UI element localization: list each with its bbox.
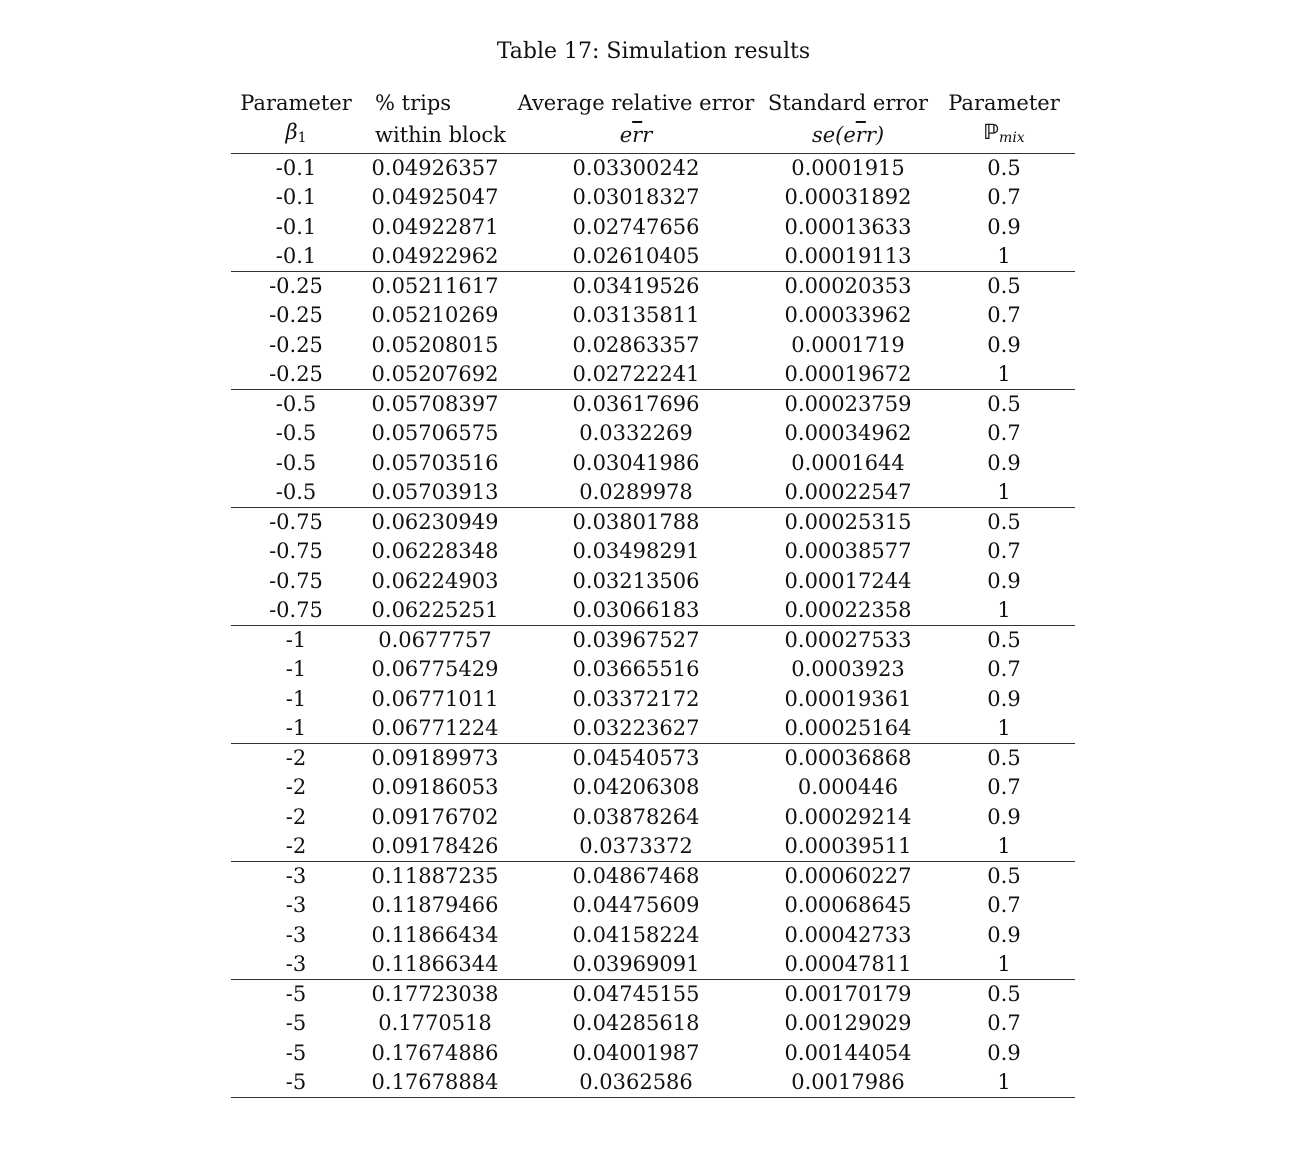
table-row xyxy=(231,360,1075,390)
cell-pmix: 1 xyxy=(933,1068,1075,1098)
se-prefix: se(e xyxy=(811,123,856,147)
cell-pmix: 0.5 xyxy=(987,510,1021,535)
cell-pmix: 0.7 xyxy=(987,421,1021,446)
beta-symbol xyxy=(231,118,361,154)
cell-trips-pct: 0.17678884 xyxy=(361,1068,509,1098)
table-row xyxy=(231,272,1075,302)
cell-beta: -0.75 xyxy=(231,596,361,626)
header-parameter-beta: Parameter xyxy=(240,91,352,115)
cell-trips-pct: 0.05210269 xyxy=(371,303,499,328)
cell-pmix: 0.9 xyxy=(987,922,1021,947)
cell-avg-rel-error: 0.03223627 xyxy=(509,714,763,744)
cell-trips-pct: 0.06228348 xyxy=(371,539,499,564)
cell-beta: -5 xyxy=(285,1011,307,1036)
table-row xyxy=(231,1068,1075,1098)
cell-trips-pct: 0.06225251 xyxy=(361,596,509,626)
cell-std-error: 0.00034962 xyxy=(784,421,912,446)
table-row xyxy=(231,242,1075,272)
cell-beta: -1 xyxy=(285,657,307,682)
cell-pmix: 0.5 xyxy=(987,628,1021,653)
cell-beta: -5 xyxy=(285,1040,307,1065)
cell-beta: -0.5 xyxy=(275,450,317,475)
cell-avg-rel-error: 0.03665516 xyxy=(572,657,700,682)
cell-trips-pct: 0.05703516 xyxy=(371,450,499,475)
se-err-symbol xyxy=(763,118,933,154)
se-r-bar: $\overline{r}$ xyxy=(855,123,866,147)
cell-trips-pct: 0.06771224 xyxy=(361,714,509,744)
cell-avg-rel-error: 0.0362586 xyxy=(509,1068,763,1098)
header-parameter-pmix: Parameter xyxy=(948,91,1060,115)
cell-pmix: 0.9 xyxy=(987,450,1021,475)
cell-beta: -0.5 xyxy=(275,421,317,446)
header-trips: % trips xyxy=(375,91,452,115)
cell-pmix: 0.9 xyxy=(987,214,1021,239)
pmix-subscript: mix xyxy=(999,130,1025,146)
table-row xyxy=(231,537,1075,566)
table-row xyxy=(231,744,1075,774)
cell-avg-rel-error: 0.02747656 xyxy=(572,214,700,239)
cell-avg-rel-error: 0.03018327 xyxy=(572,185,700,210)
table-row xyxy=(231,478,1075,508)
cell-avg-rel-error: 0.03066183 xyxy=(509,596,763,626)
cell-trips-pct: 0.1770518 xyxy=(378,1011,492,1036)
cell-avg-rel-error: 0.03419526 xyxy=(572,274,700,299)
table-row xyxy=(231,567,1075,596)
cell-avg-rel-error: 0.03135811 xyxy=(572,303,700,328)
table-row xyxy=(231,685,1075,714)
cell-pmix: 0.7 xyxy=(987,775,1021,800)
cell-beta: -0.5 xyxy=(231,478,361,508)
table-row xyxy=(231,154,1075,184)
cell-beta: -0.25 xyxy=(269,274,323,299)
cell-beta: -2 xyxy=(285,746,307,771)
cell-pmix: 0.9 xyxy=(987,568,1021,593)
cell-trips-pct: 0.05207692 xyxy=(361,360,509,390)
cell-beta: -0.25 xyxy=(269,332,323,357)
cell-trips-pct: 0.09176702 xyxy=(371,804,499,829)
cell-avg-rel-error: 0.03300242 xyxy=(572,156,700,181)
cell-pmix: 0.5 xyxy=(987,392,1021,417)
cell-pmix: 0.7 xyxy=(987,1011,1021,1036)
cell-beta: -0.25 xyxy=(269,303,323,328)
cell-pmix: 0.7 xyxy=(987,539,1021,564)
cell-beta: -1 xyxy=(285,628,307,653)
cell-pmix: 1 xyxy=(933,832,1075,862)
cell-pmix: 0.7 xyxy=(987,893,1021,918)
cell-beta: -2 xyxy=(231,832,361,862)
cell-pmix: 0.7 xyxy=(987,185,1021,210)
cell-trips-pct: 0.11866344 xyxy=(361,950,509,980)
cell-std-error: 0.00144054 xyxy=(784,1040,912,1065)
table-body xyxy=(231,154,1075,1098)
cell-avg-rel-error: 0.0373372 xyxy=(509,832,763,862)
cell-trips-pct: 0.05706575 xyxy=(371,421,499,446)
cell-beta: -1 xyxy=(231,714,361,744)
cell-trips-pct: 0.0677757 xyxy=(378,628,492,653)
table-row xyxy=(231,714,1075,744)
cell-std-error: 0.00027533 xyxy=(784,628,912,653)
beta-subscript: 1 xyxy=(297,130,307,146)
table-row xyxy=(231,508,1075,538)
pmix-symbol xyxy=(933,118,1075,154)
cell-pmix: 0.5 xyxy=(987,982,1021,1007)
table-row xyxy=(231,331,1075,360)
table-row xyxy=(231,301,1075,330)
cell-std-error: 0.00019361 xyxy=(784,686,912,711)
cell-std-error: 0.0001915 xyxy=(791,156,905,181)
cell-trips-pct: 0.09178426 xyxy=(361,832,509,862)
err-r-bar: $\overline{r}$ xyxy=(632,123,643,147)
cell-std-error: 0.000446 xyxy=(797,775,899,800)
cell-pmix: 0.5 xyxy=(987,746,1021,771)
cell-avg-rel-error: 0.03372172 xyxy=(572,686,700,711)
cell-beta: -5 xyxy=(285,982,307,1007)
cell-beta: -3 xyxy=(231,950,361,980)
table-row xyxy=(231,862,1075,892)
cell-avg-rel-error: 0.03801788 xyxy=(572,510,700,535)
cell-pmix: 1 xyxy=(933,478,1075,508)
p-blackboard: ℙ xyxy=(983,120,1000,144)
cell-std-error: 0.00039511 xyxy=(763,832,933,862)
table-caption: Table 17: Simulation results xyxy=(496,39,811,64)
cell-beta: -0.25 xyxy=(231,360,361,390)
err-e: e xyxy=(619,123,633,147)
cell-std-error: 0.00170179 xyxy=(784,982,912,1007)
header-row-symbols xyxy=(231,118,1075,154)
cell-pmix: 0.9 xyxy=(987,1040,1021,1065)
cell-trips-pct: 0.05708397 xyxy=(371,392,499,417)
cell-pmix: 1 xyxy=(933,596,1075,626)
err-symbol xyxy=(509,118,763,154)
cell-std-error: 0.00013633 xyxy=(784,214,912,239)
cell-beta: -0.75 xyxy=(269,539,323,564)
cell-beta: -0.1 xyxy=(275,185,317,210)
cell-avg-rel-error: 0.04001987 xyxy=(572,1040,700,1065)
table-row xyxy=(231,449,1075,478)
cell-trips-pct: 0.17674886 xyxy=(371,1040,499,1065)
cell-avg-rel-error: 0.03041986 xyxy=(572,450,700,475)
header-avg-rel-error: Average relative error xyxy=(517,91,755,115)
cell-trips-pct: 0.11879466 xyxy=(371,893,499,918)
cell-beta: -0.1 xyxy=(275,156,317,181)
cell-std-error: 0.00033962 xyxy=(784,303,912,328)
table-row xyxy=(231,921,1075,950)
cell-trips-pct: 0.06230949 xyxy=(371,510,499,535)
cell-avg-rel-error: 0.02610405 xyxy=(509,242,763,272)
beta-letter: β xyxy=(285,120,298,144)
cell-beta: -5 xyxy=(231,1068,361,1098)
cell-std-error: 0.00036868 xyxy=(784,746,912,771)
cell-avg-rel-error: 0.03878264 xyxy=(572,804,700,829)
cell-pmix: 0.5 xyxy=(987,864,1021,889)
cell-beta: -3 xyxy=(285,893,307,918)
cell-trips-pct: 0.06224903 xyxy=(371,568,499,593)
cell-avg-rel-error: 0.04540573 xyxy=(572,746,700,771)
cell-avg-rel-error: 0.04285618 xyxy=(572,1011,700,1036)
cell-std-error: 0.00023759 xyxy=(784,392,912,417)
cell-std-error: 0.0001719 xyxy=(791,332,905,357)
cell-trips-pct: 0.09186053 xyxy=(371,775,499,800)
cell-avg-rel-error: 0.03967527 xyxy=(572,628,700,653)
cell-std-error: 0.00022358 xyxy=(763,596,933,626)
cell-trips-pct: 0.04922871 xyxy=(371,214,499,239)
cell-avg-rel-error: 0.0332269 xyxy=(579,421,693,446)
cell-beta: -3 xyxy=(285,922,307,947)
cell-pmix: 0.9 xyxy=(987,804,1021,829)
cell-trips-pct: 0.05208015 xyxy=(371,332,499,357)
cell-std-error: 0.0003923 xyxy=(791,657,905,682)
table-row xyxy=(231,419,1075,448)
table-row xyxy=(231,626,1075,656)
cell-avg-rel-error: 0.03969091 xyxy=(509,950,763,980)
table-row xyxy=(231,773,1075,802)
cell-avg-rel-error: 0.0289978 xyxy=(509,478,763,508)
cell-std-error: 0.00017244 xyxy=(784,568,912,593)
cell-avg-rel-error: 0.03213506 xyxy=(572,568,700,593)
cell-std-error: 0.00022547 xyxy=(763,478,933,508)
cell-trips-pct: 0.17723038 xyxy=(371,982,499,1007)
cell-std-error: 0.00019672 xyxy=(763,360,933,390)
header-std-error: Standard error xyxy=(767,91,929,115)
cell-std-error: 0.00019113 xyxy=(763,242,933,272)
cell-std-error: 0.00129029 xyxy=(784,1011,912,1036)
cell-beta: -0.1 xyxy=(275,214,317,239)
cell-trips-pct: 0.06775429 xyxy=(371,657,499,682)
cell-std-error: 0.00031892 xyxy=(784,185,912,210)
cell-trips-pct: 0.04926357 xyxy=(371,156,499,181)
table-row xyxy=(231,832,1075,862)
table-row xyxy=(231,980,1075,1010)
cell-pmix: 1 xyxy=(933,714,1075,744)
cell-beta: -0.1 xyxy=(231,242,361,272)
table-row xyxy=(231,891,1075,920)
cell-std-error: 0.00068645 xyxy=(784,893,912,918)
cell-trips-pct: 0.04922962 xyxy=(361,242,509,272)
cell-pmix: 0.5 xyxy=(987,156,1021,181)
cell-trips-pct: 0.04925047 xyxy=(371,185,499,210)
cell-trips-pct: 0.05703913 xyxy=(361,478,509,508)
cell-avg-rel-error: 0.04206308 xyxy=(572,775,700,800)
cell-std-error: 0.00060227 xyxy=(784,864,912,889)
table-row xyxy=(231,803,1075,832)
table-row xyxy=(231,596,1075,626)
table-row xyxy=(231,390,1075,420)
err-r: r xyxy=(642,123,653,147)
trips-within-block: within block xyxy=(361,118,509,154)
cell-pmix: 0.7 xyxy=(987,657,1021,682)
table-row xyxy=(231,950,1075,980)
cell-std-error: 0.00020353 xyxy=(784,274,912,299)
cell-beta: -1 xyxy=(285,686,307,711)
cell-std-error: 0.00038577 xyxy=(784,539,912,564)
cell-avg-rel-error: 0.04158224 xyxy=(572,922,700,947)
cell-std-error: 0.00029214 xyxy=(784,804,912,829)
cell-avg-rel-error: 0.02722241 xyxy=(509,360,763,390)
cell-std-error: 0.0001644 xyxy=(791,450,905,475)
cell-trips-pct: 0.05211617 xyxy=(371,274,499,299)
cell-avg-rel-error: 0.03498291 xyxy=(572,539,700,564)
cell-beta: -0.5 xyxy=(275,392,317,417)
simulation-results-table xyxy=(231,89,1075,1098)
cell-pmix: 0.7 xyxy=(987,303,1021,328)
cell-pmix: 1 xyxy=(933,950,1075,980)
cell-beta: -0.75 xyxy=(269,510,323,535)
cell-trips-pct: 0.09189973 xyxy=(371,746,499,771)
table-row xyxy=(231,213,1075,242)
cell-pmix: 0.5 xyxy=(987,274,1021,299)
cell-beta: -2 xyxy=(285,804,307,829)
cell-std-error: 0.00042733 xyxy=(784,922,912,947)
se-suffix: r) xyxy=(865,123,885,147)
table-row xyxy=(231,183,1075,212)
cell-avg-rel-error: 0.04475609 xyxy=(572,893,700,918)
cell-std-error: 0.00047811 xyxy=(763,950,933,980)
cell-avg-rel-error: 0.02863357 xyxy=(572,332,700,357)
cell-avg-rel-error: 0.03617696 xyxy=(572,392,700,417)
cell-trips-pct: 0.06771011 xyxy=(371,686,499,711)
cell-std-error: 0.00025164 xyxy=(763,714,933,744)
cell-trips-pct: 0.11866434 xyxy=(371,922,499,947)
cell-beta: -0.75 xyxy=(269,568,323,593)
table-row xyxy=(231,1009,1075,1038)
cell-trips-pct: 0.11887235 xyxy=(371,864,499,889)
cell-beta: -3 xyxy=(285,864,307,889)
cell-std-error: 0.00025315 xyxy=(784,510,912,535)
table-row xyxy=(231,1039,1075,1068)
cell-beta: -2 xyxy=(285,775,307,800)
table-row xyxy=(231,655,1075,684)
cell-pmix: 0.9 xyxy=(987,332,1021,357)
cell-pmix: 1 xyxy=(933,360,1075,390)
cell-avg-rel-error: 0.04745155 xyxy=(572,982,700,1007)
cell-std-error: 0.0017986 xyxy=(763,1068,933,1098)
header-row-labels xyxy=(231,89,1075,118)
cell-pmix: 1 xyxy=(933,242,1075,272)
cell-pmix: 0.9 xyxy=(987,686,1021,711)
cell-avg-rel-error: 0.04867468 xyxy=(572,864,700,889)
